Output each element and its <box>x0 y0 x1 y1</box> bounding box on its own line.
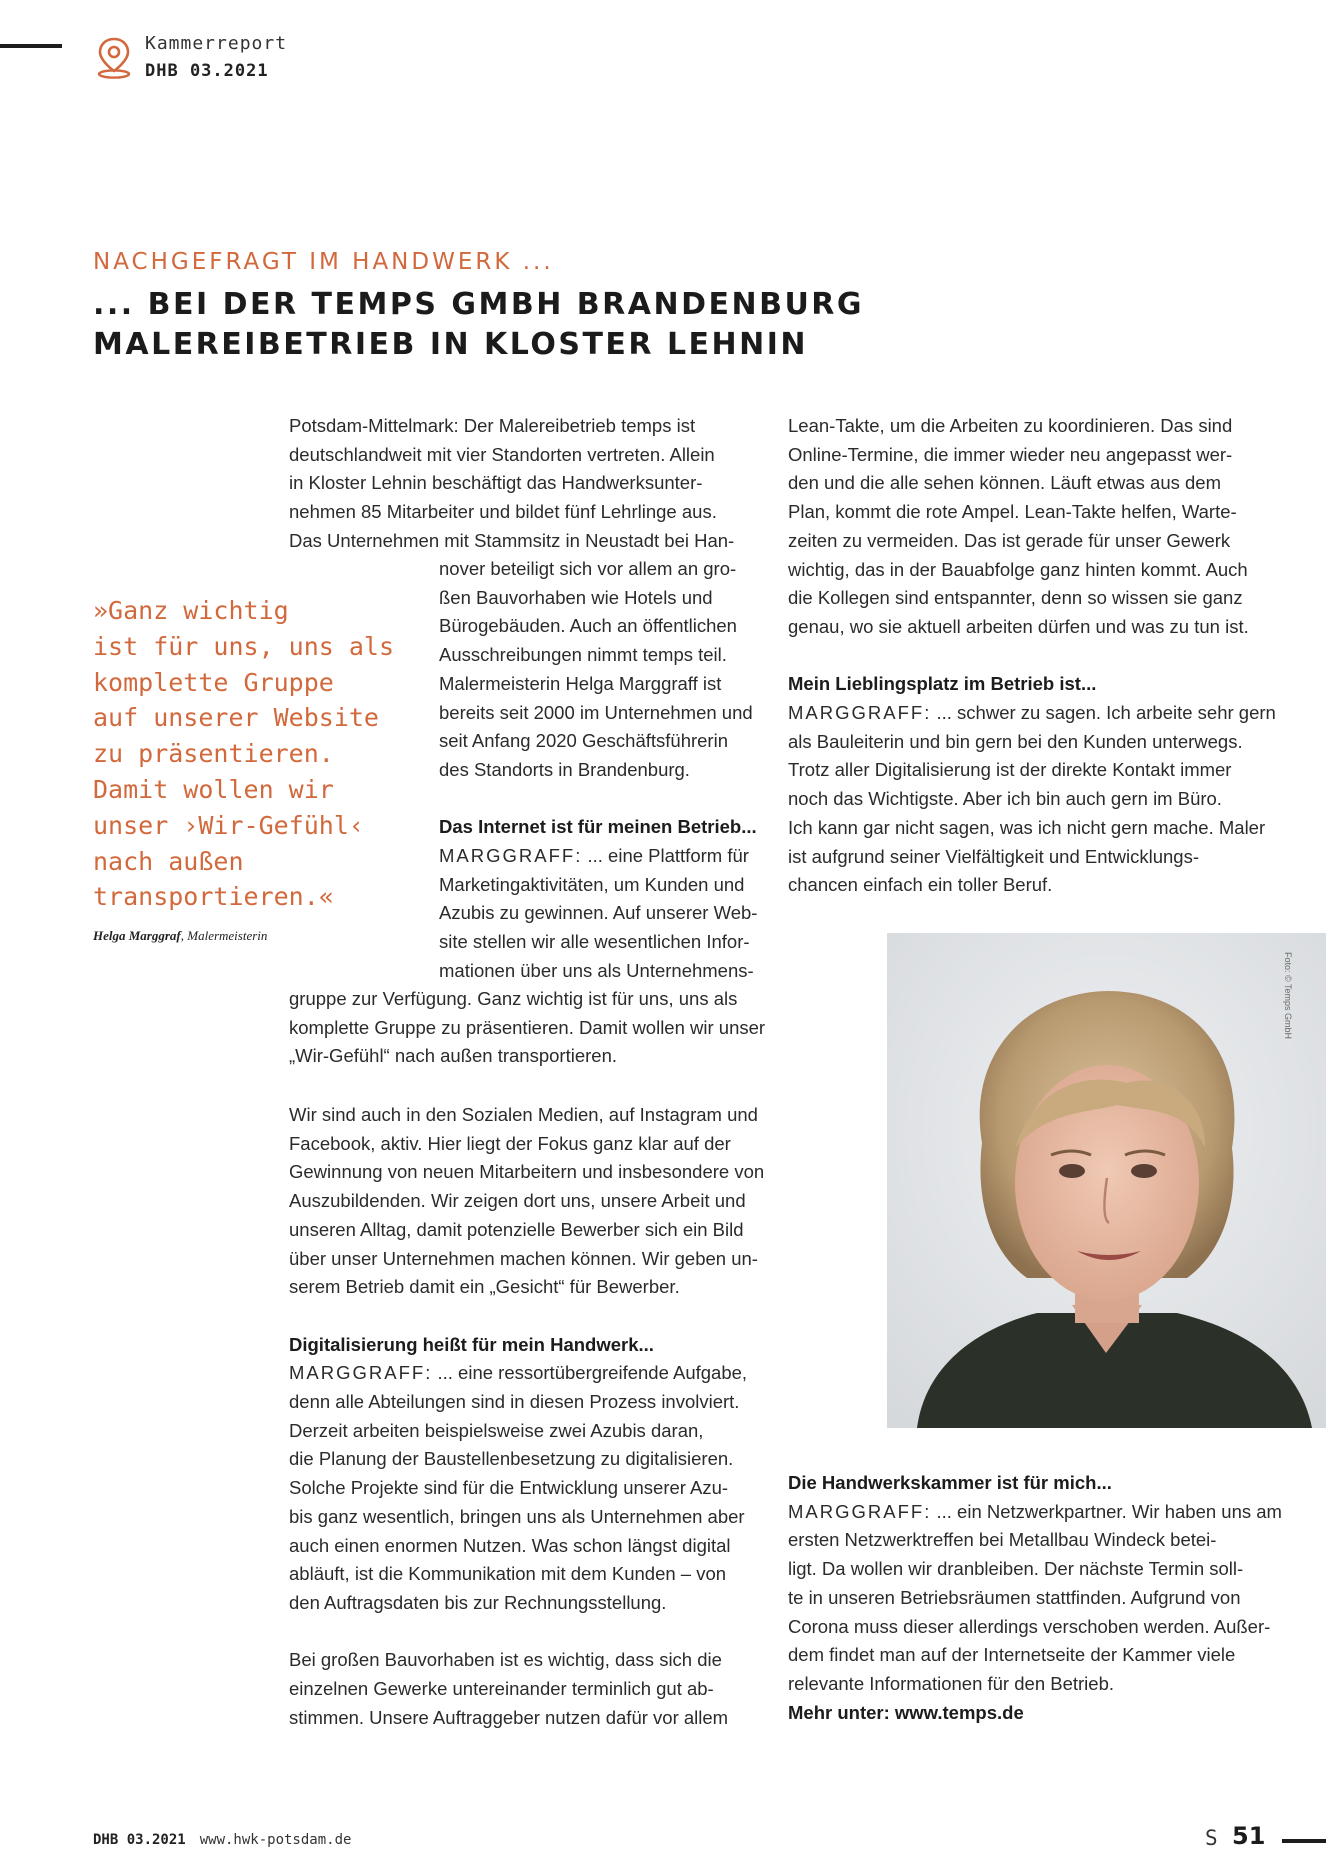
text-line: Plan, kommt die rote Ampel. Lean-Takte helfen, Warte- <box>788 501 1237 523</box>
headline-line: ... BEI DER TEMPS GMBH BRANDENBURG <box>93 287 865 322</box>
text-line: Facebook, aktiv. Hier liegt der Fokus ganz klar auf der <box>289 1132 731 1154</box>
text-line: Auszubildenden. Wir zeigen dort uns, unsere Arbeit und <box>289 1190 746 1212</box>
text-line: ligt. Da wollen wir dranbleiben. Der nächste Termin soll- <box>788 1558 1244 1580</box>
text-line: Das Unternehmen mit Stammsitz in Neustadt bei Han- <box>289 529 735 551</box>
quote-role: , Malermeisterin <box>180 928 268 943</box>
answer-text: ... eine ressortübergreifende Aufgabe, <box>432 1362 748 1384</box>
pull-quote-line: komplette Gruppe <box>93 667 334 697</box>
text-line: gruppe zur Verfügung. Ganz wichtig ist für uns, uns als <box>289 988 738 1009</box>
text-line: Bürogebäuden. Auch an öffentlichen <box>439 615 737 637</box>
spacer <box>289 1302 764 1331</box>
text-line: Marketingaktivitäten, um Kunden und <box>439 873 745 895</box>
text-line: Solche Projekte sind für die Entwicklung unserer Azu- <box>289 1477 729 1499</box>
footer-url[interactable]: www.hwk-potsdam.de <box>199 1832 352 1848</box>
text-line <box>788 1498 1282 1527</box>
text-line: abläuft, ist die Kommunikation mit dem Kunden – von <box>289 1563 727 1585</box>
text-line: bereits seit 2000 im Unternehmen und <box>439 701 753 723</box>
article-kicker: NACHGEFRAGT IM HANDWERK ... <box>93 249 554 275</box>
text-line <box>788 699 1276 728</box>
text-line: Gewinnung von neuen Mitarbeitern und insbesondere von <box>289 1161 765 1183</box>
section-label: Kammerreport <box>145 33 288 54</box>
text-line: nover beteiligt sich vor allem an gro- <box>439 558 737 579</box>
text-line: Wir sind auch in den Sozialen Medien, auf Instagram und <box>289 1104 758 1125</box>
text-line: ist aufgrund seiner Vielfältigkeit und Entwicklungs- <box>788 845 1199 867</box>
text-line: Bei großen Bauvorhaben ist es wichtig, dass sich die <box>289 1649 722 1671</box>
text-line: site stellen wir alle wesentlichen Infor- <box>439 931 750 953</box>
pull-quote-line: Damit wollen wir <box>93 774 334 804</box>
header-rule <box>0 44 62 48</box>
pull-quote-line: »Ganz wichtig <box>93 596 289 625</box>
photo-credit: Foto: © Temps GmbH <box>1283 952 1293 1039</box>
text-line: Trotz aller Digitalisierung ist der direkte Kontakt immer <box>788 759 1232 781</box>
text-line: Ausschreibungen nimmt temps teil. <box>439 644 727 666</box>
speaker-label: MARGGRAFF: <box>439 845 583 867</box>
answer-text: ... ein Netzwerkpartner. Wir haben uns am <box>931 1500 1282 1522</box>
text-line: Potsdam-Mittelmark: Der Malereibetrieb temps ist <box>289 415 696 436</box>
pull-quote-line: transportieren.« <box>93 882 334 912</box>
headline-line: MALEREIBETRIEB IN KLOSTER LEHNIN <box>93 327 809 362</box>
article-headline <box>93 285 864 365</box>
text-line: bis ganz wesentlich, bringen uns als Unternehmen aber <box>289 1505 745 1527</box>
text-line: auch einen enormen Nutzen. Was schon längst digital <box>289 1534 731 1556</box>
text-line: über unser Unternehmen machen können. Wir geben un- <box>289 1247 758 1269</box>
portrait-photo <box>887 933 1326 1428</box>
pull-quote-line: nach außen <box>93 846 244 876</box>
text-line: serem Betrieb damit ein „Gesicht“ für Bewerber. <box>289 1276 680 1298</box>
spacer <box>788 642 1276 671</box>
footer <box>93 1832 351 1848</box>
text-line: zeiten zu vermeiden. Das ist gerade für unser Gewerk <box>788 529 1231 551</box>
text-line: Malermeisterin Helga Marggraff ist <box>439 672 722 694</box>
text-line: den Auftragsdaten bis zur Rechnungsstellung. <box>289 1591 667 1613</box>
question-heading: Digitalisierung heißt für mein Handwerk... <box>289 1333 654 1355</box>
text-line: wichtig, das in der Bauabfolge ganz hinten kommt. Auch <box>788 558 1248 580</box>
pull-quote-attribution <box>93 928 267 944</box>
text-line: dem findet man auf der Internetseite der Kammer viele <box>788 1644 1236 1666</box>
text-line: als Bauleiterin und bin gern bei den Kunden unterwegs. <box>788 730 1243 752</box>
location-pin-icon <box>95 36 133 80</box>
text-line: ersten Netzwerktreffen bei Metallbau Windeck betei- <box>788 1529 1217 1551</box>
more-info-link[interactable]: Mehr unter: www.temps.de <box>788 1701 1024 1723</box>
text-line: denn alle Abteilungen sind in diesen Prozess involviert. <box>289 1391 740 1413</box>
question-heading: Mein Lieblingsplatz im Betrieb ist... <box>788 673 1097 695</box>
text-line: Derzeit arbeiten beispielsweise zwei Azubis daran, <box>289 1419 704 1441</box>
column1-lower <box>289 1101 764 1732</box>
text-line: komplette Gruppe zu präsentieren. Damit wollen wir unser <box>289 1016 766 1038</box>
question-heading: Die Handwerkskammer ist für mich... <box>788 1472 1112 1493</box>
spacer <box>289 1618 764 1647</box>
speaker-label: MARGGRAFF: <box>289 1362 433 1384</box>
speaker-label: MARGGRAFF: <box>788 1500 932 1522</box>
pull-quote <box>93 593 403 915</box>
column2-upper <box>788 412 1276 900</box>
text-line: relevante Informationen für den Betrieb. <box>788 1672 1114 1694</box>
text-line: Online-Termine, die immer wieder neu angepasst wer- <box>788 443 1233 465</box>
pull-quote-line: ist für uns, uns als <box>93 631 395 661</box>
text-line: Ich kann gar nicht sagen, was ich nicht gern mache. Maler <box>788 816 1266 838</box>
pull-quote-line: auf unserer Website <box>93 703 379 733</box>
answer-text: ... schwer zu sagen. Ich arbeite sehr gern <box>931 702 1276 724</box>
intro-wrap-block <box>439 555 757 986</box>
text-line: einzelnen Gewerke untereinander terminlich gut ab- <box>289 1678 714 1700</box>
text-line: ßen Bauvorhaben wie Hotels und <box>439 586 713 608</box>
text-line: die Planung der Baustellenbesetzung zu digitalisieren. <box>289 1448 734 1470</box>
text-line: genau, wo sie aktuell arbeiten dürfen und was zu tun ist. <box>788 615 1249 637</box>
text-line: noch das Wichtigste. Aber ich bin auch gern im Büro. <box>788 788 1222 810</box>
text-line: nehmen 85 Mitarbeiter und bildet fünf Lehrlinge aus. <box>289 501 717 523</box>
text-line: stimmen. Unsere Auftraggeber nutzen dafür vor allem <box>289 1706 729 1728</box>
text-line <box>439 842 757 871</box>
text-line: Lean-Takte, um die Arbeiten zu koordinieren. Das sind <box>788 415 1233 436</box>
page-prefix: S <box>1205 1826 1218 1850</box>
text-line: „Wir-Gefühl“ nach außen transportieren. <box>289 1045 617 1067</box>
question-heading: Das Internet ist für meinen Betrieb... <box>439 816 757 838</box>
spacer <box>439 785 757 814</box>
text-line: in Kloster Lehnin beschäftigt das Handwerksunter- <box>289 472 703 494</box>
text-line: deutschlandweit mit vier Standorten vertreten. Allein <box>289 443 715 465</box>
text-line: die Kollegen sind entspannter, denn so wissen sie ganz <box>788 587 1243 609</box>
text-line: unseren Alltag, damit potenzielle Bewerber sich ein Bild <box>289 1218 744 1240</box>
text-line: den und die alle sehen können. Läuft etwas aus dem <box>788 472 1222 494</box>
pull-quote-line: unser ›Wir-Gefühl‹ <box>93 810 364 840</box>
intro-paragraph <box>289 412 734 556</box>
speaker-label: MARGGRAFF: <box>788 702 932 724</box>
text-line: mationen über uns als Unternehmens- <box>439 959 754 981</box>
internet-answer-continued <box>289 985 765 1071</box>
column2-lower <box>788 1469 1282 1727</box>
text-line <box>289 1359 764 1388</box>
text-line: Azubis zu gewinnen. Auf unserer Web- <box>439 902 758 924</box>
footer-issue: DHB 03.2021 <box>93 1832 186 1848</box>
text-line: Corona muss dieser allerdings verschoben werden. Außer- <box>788 1615 1271 1637</box>
footer-rule <box>1282 1839 1326 1843</box>
page-number: 51 <box>1232 1822 1266 1850</box>
answer-text: ... eine Plattform für <box>582 845 749 867</box>
text-line: chancen einfach ein toller Beruf. <box>788 874 1053 896</box>
text-line: te in unseren Betriebsräumen stattfinden. Aufgrund von <box>788 1586 1241 1608</box>
text-line: des Standorts in Brandenburg. <box>439 758 690 780</box>
pull-quote-line: zu präsentieren. <box>93 739 334 769</box>
issue-label: DHB 03.2021 <box>145 61 269 81</box>
text-line: seit Anfang 2020 Geschäftsführerin <box>439 730 728 752</box>
quote-author: Helga Marggraf <box>93 928 181 943</box>
